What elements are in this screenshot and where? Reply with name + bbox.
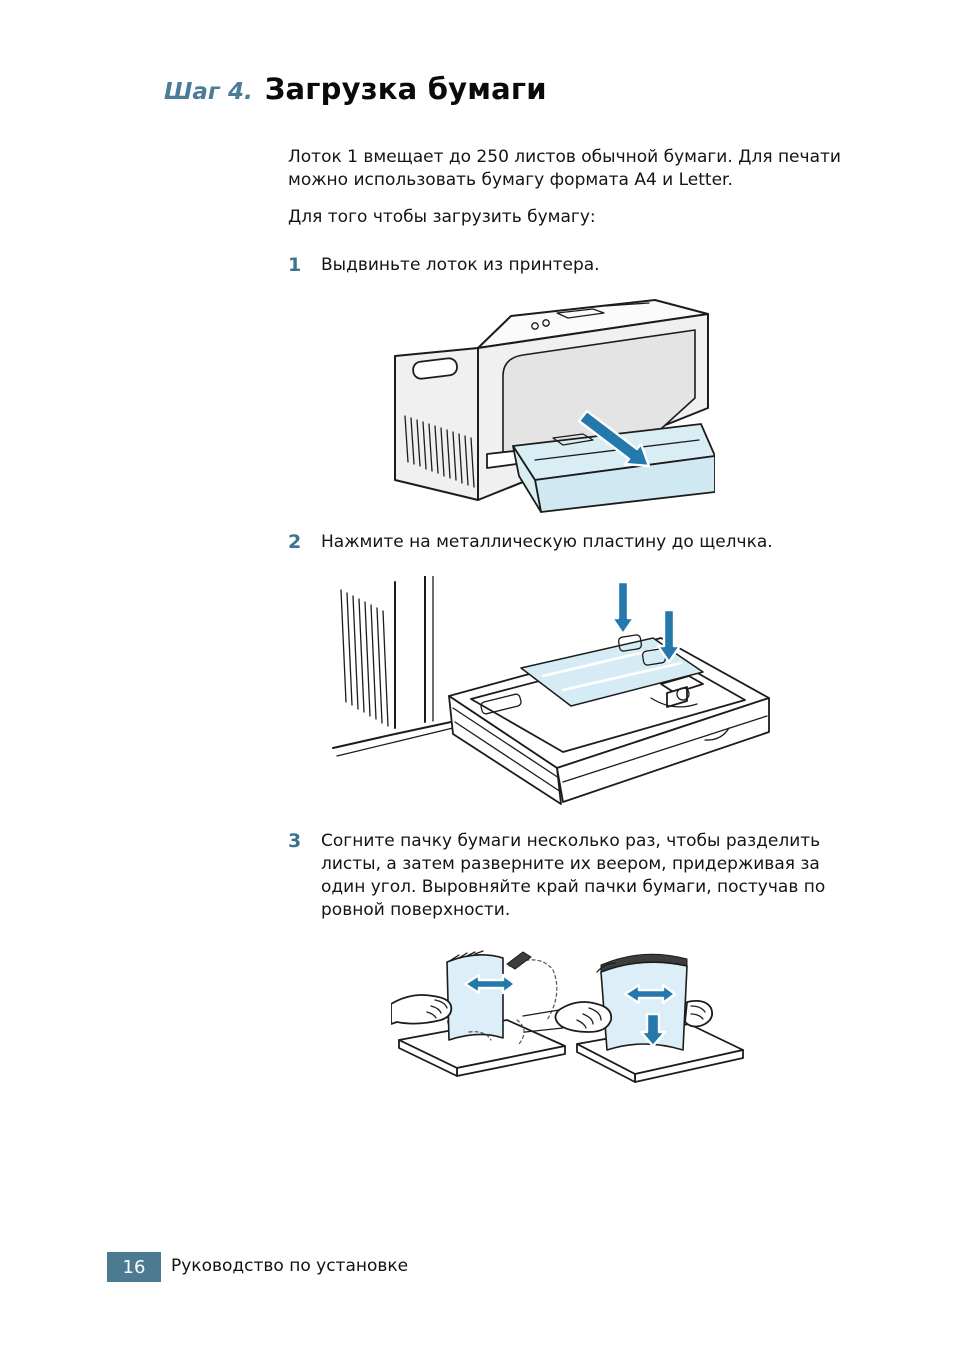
cabinet-base-edge [333, 722, 451, 748]
step-3-text: Согните пачку бумаги несколько раз, чтобы разделить листы, а затем разверните их веером, придерживая за один угол. Выровняйте край пачки бумаги, постучав по ровной поверхности. [321, 831, 826, 920]
press-down-arrow-icon [612, 582, 634, 634]
step-2 [288, 531, 908, 554]
paper-stack [447, 955, 503, 1040]
hand [391, 995, 451, 1024]
step-label: Шаг 4. [164, 79, 253, 105]
step-2-text: Нажмите на металлическую пластину до щелчка. [321, 532, 773, 552]
step-3 [288, 830, 866, 922]
metal-plate-press-illustration [331, 576, 773, 820]
footer-title: Руководство по установке [171, 1256, 409, 1276]
page-number-badge: 16 [107, 1252, 161, 1282]
page-title [164, 72, 547, 106]
printer-tray-pullout-illustration [383, 296, 715, 518]
cabinet-vent-grille [341, 590, 388, 726]
paper-fanning-illustration [391, 940, 749, 1100]
step-1 [288, 254, 888, 277]
hand [685, 1001, 712, 1027]
paper-fanning-svg [391, 940, 749, 1100]
hand [555, 1002, 611, 1032]
step-3-number: 3 [288, 830, 302, 852]
title-text: Загрузка бумаги [264, 72, 547, 106]
step-1-text: Выдвиньте лоток из принтера. [321, 255, 600, 275]
cabinet-base-edge [337, 728, 453, 756]
tray-illustration-svg [331, 576, 773, 820]
step-2-number: 2 [288, 531, 302, 553]
intro-paragraph: Лоток 1 вмещает до 250 листов обычной бумаги. Для печати можно использовать бумагу формата A4 и Letter. [288, 147, 841, 190]
printer-illustration-svg [383, 296, 715, 518]
step-1-number: 1 [288, 254, 302, 276]
intro-lead-in: Для того чтобы загрузить бумагу: [288, 207, 596, 227]
